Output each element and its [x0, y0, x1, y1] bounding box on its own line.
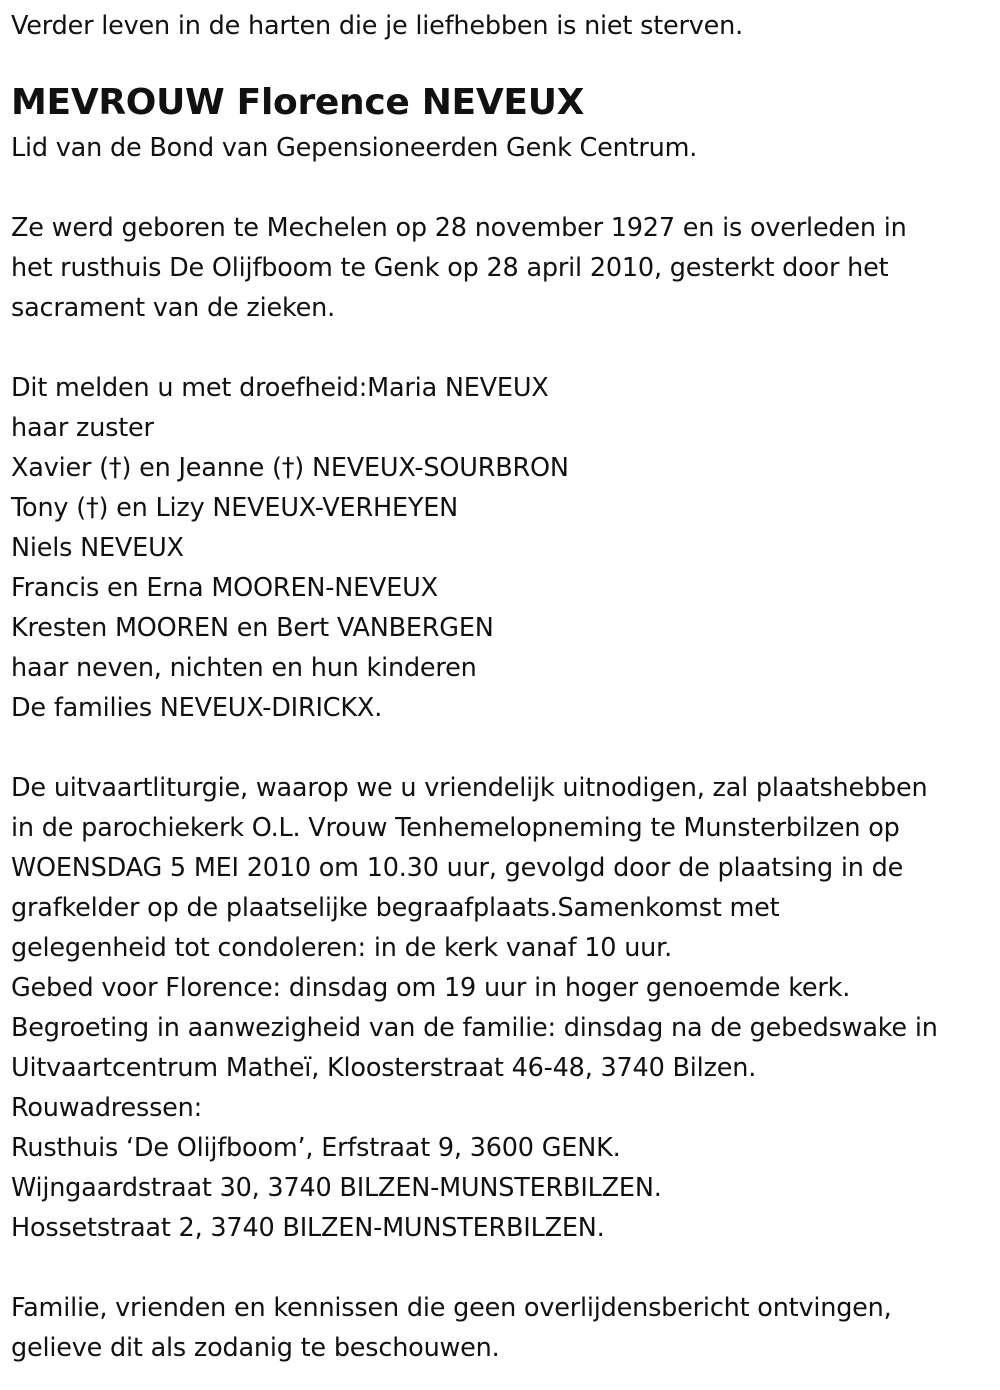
mourners-list — [11, 368, 990, 728]
mourner-line: haar zuster — [11, 413, 154, 443]
mourner-line: Francis en Erna MOOREN-NEVEUX — [11, 573, 438, 603]
birth-death-paragraph — [11, 208, 990, 328]
spacer — [11, 728, 990, 768]
mourner-line: Dit melden u met droefheid:Maria NEVEUX — [11, 373, 549, 403]
mourner-line: Xavier (†) en Jeanne (†) NEVEUX-SOURBRON — [11, 453, 569, 483]
mourner-line: Niels NEVEUX — [11, 533, 184, 563]
condolence-addresses-heading: Rouwadressen: — [11, 1093, 203, 1123]
spacer — [11, 1248, 990, 1288]
address-line: Wijngaardstraat 30, 3740 BILZEN-MUNSTERBILZEN. — [11, 1173, 662, 1203]
spacer — [11, 168, 990, 208]
address-line: Rusthuis ‘De Olijfboom’, Erfstraat 9, 3600 GENK. — [11, 1133, 621, 1163]
funeral-paragraph — [11, 768, 990, 1248]
funeral-line: WOENSDAG 5 MEI 2010 om 10.30 uur, gevolgd door de plaatsing in de — [11, 853, 904, 883]
closing-paragraph — [11, 1288, 990, 1368]
motto: Verder leven in de harten die je liefhebben is niet sterven. — [11, 11, 744, 41]
closing-line: Familie, vrienden en kennissen die geen overlijdensbericht ontvingen, — [11, 1293, 892, 1323]
mourner-line: Kresten MOOREN en Bert VANBERGEN — [11, 613, 494, 643]
address-line: Hossetstraat 2, 3740 BILZEN-MUNSTERBILZEN. — [11, 1213, 605, 1243]
prayer-line: Gebed voor Florence: dinsdag om 19 uur in hoger genoemde kerk. — [11, 973, 851, 1003]
spacer — [11, 328, 990, 368]
paragraph-line: het rusthuis De Olijfboom te Genk op 28 april 2010, gesterkt door het — [11, 253, 889, 283]
funeral-line: grafkelder op de plaatselijke begraafplaats.Samenkomst met — [11, 893, 780, 923]
funeral-line: in de parochiekerk O.L. Vrouw Tenhemelopneming te Munsterbilzen op — [11, 813, 900, 843]
funeral-line: De uitvaartliturgie, waarop we u vriendelijk uitnodigen, zal plaatshebben — [11, 773, 928, 803]
mourner-line: De families NEVEUX-DIRICKX. — [11, 693, 383, 723]
mourner-line: Tony (†) en Lizy NEVEUX-VERHEYEN — [11, 493, 459, 523]
paragraph-line: sacrament van de zieken. — [11, 293, 335, 323]
greeting-line: Uitvaartcentrum Matheï, Kloosterstraat 46-48, 3740 Bilzen. — [11, 1053, 757, 1083]
funeral-line: gelegenheid tot condoleren: in de kerk vanaf 10 uur. — [11, 933, 672, 963]
mourner-line: haar neven, nichten en hun kinderen — [11, 653, 477, 683]
greeting-line: Begroeting in aanwezigheid van de familie: dinsdag na de gebedswake in — [11, 1013, 938, 1043]
paragraph-line: Ze werd geboren te Mechelen op 28 november 1927 en is overleden in — [11, 213, 907, 243]
membership-line: Lid van de Bond van Gepensioneerden Genk Centrum. — [11, 133, 698, 163]
closing-line: gelieve dit als zodanig te beschouwen. — [11, 1333, 500, 1363]
deceased-name: MEVROUW Florence NEVEUX — [11, 82, 585, 123]
